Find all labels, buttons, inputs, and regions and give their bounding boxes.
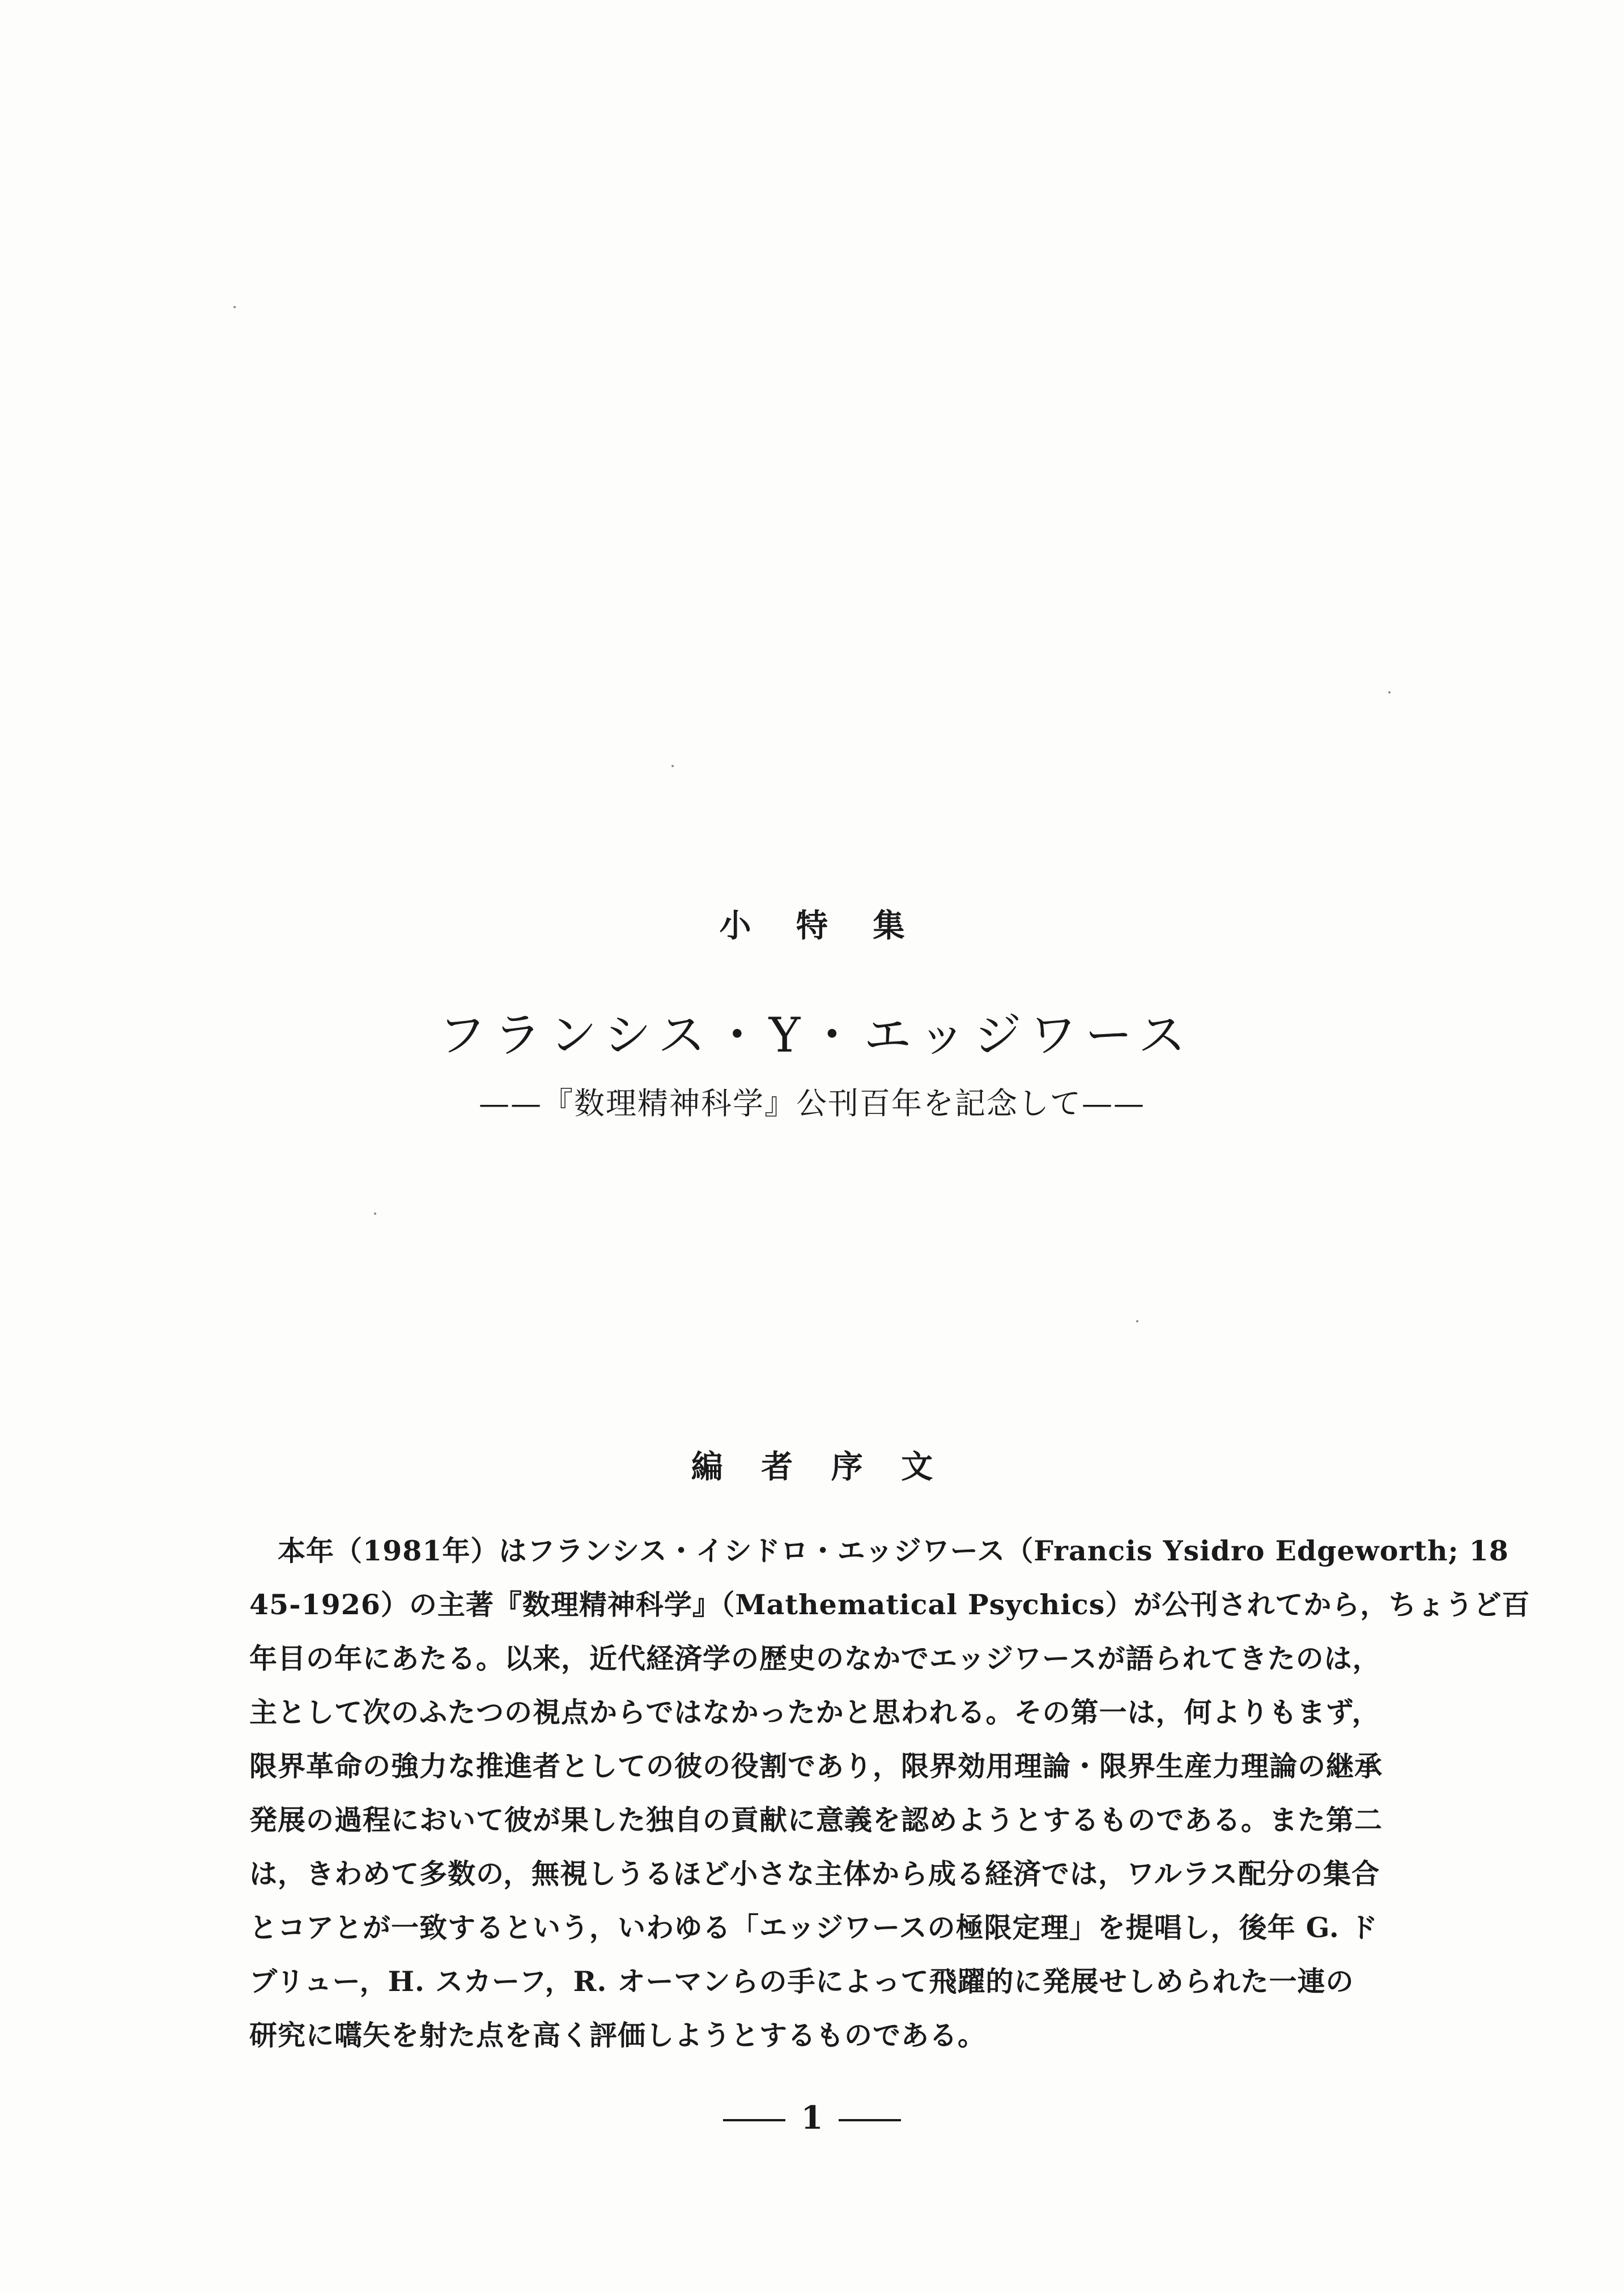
body-line: は，きわめて多数の，無視しうるほど小さな主体から成る経済では，ワルラス配分の集合 xyxy=(249,1857,1380,1890)
body-line: とコアとが一致するという，いわゆる「エッジワースの極限定理」を提唱し，後年 G. ド xyxy=(249,1911,1378,1944)
page-number-value: 1 xyxy=(801,2099,823,2137)
section-heading: 編 者 序 文 xyxy=(691,1448,947,1486)
scan-speck xyxy=(233,306,236,308)
body-paragraph xyxy=(249,1524,1531,2062)
page-number xyxy=(0,2099,1624,2137)
dash-right xyxy=(839,2119,901,2121)
scan-speck xyxy=(1388,691,1391,694)
body-line: 年目の年にあたる。以来，近代経済学の歴史のなかでエッジワースが語られてきたのは， xyxy=(249,1642,1381,1675)
body-line: 45-1926）の主著『数理精神科学』（Mathematical Psychics）が公刊されてから，ちょうど百 xyxy=(249,1588,1531,1621)
special-feature-label: 小 特 集 xyxy=(719,907,922,945)
body-line: ブリュー，H. スカーフ，R. オーマンらの手によって飛躍的に発展せしめられた一連の xyxy=(249,1965,1354,1998)
body-line: 限界革命の強力な推進者としての彼の役割であり，限界効用理論・限界生産力理論の継承 xyxy=(249,1750,1383,1783)
page-subtitle: ——『数理精神科学』公刊百年を記念して—— xyxy=(479,1086,1145,1121)
page-title: フランシス・Y・エッジワース xyxy=(438,1007,1194,1063)
scan-speck xyxy=(374,1213,376,1215)
body-line: 研究に嚆矢を射た点を高く評価しようとするものである。 xyxy=(249,2019,987,2052)
dash-left xyxy=(723,2119,785,2121)
body-line: 本年（1981年）はフランシス・イシドロ・エッジワース（Francis Ysidro Edgeworth; 18 xyxy=(278,1534,1509,1567)
scan-speck xyxy=(1136,1320,1138,1322)
scan-speck xyxy=(671,765,674,767)
body-line: 発展の過程において彼が果した独自の貢献に意義を認めようとするものである。また第二 xyxy=(249,1803,1383,1836)
body-line: 主として次のふたつの視点からではなかったかと思われる。その第一は，何よりもまず， xyxy=(249,1696,1380,1729)
